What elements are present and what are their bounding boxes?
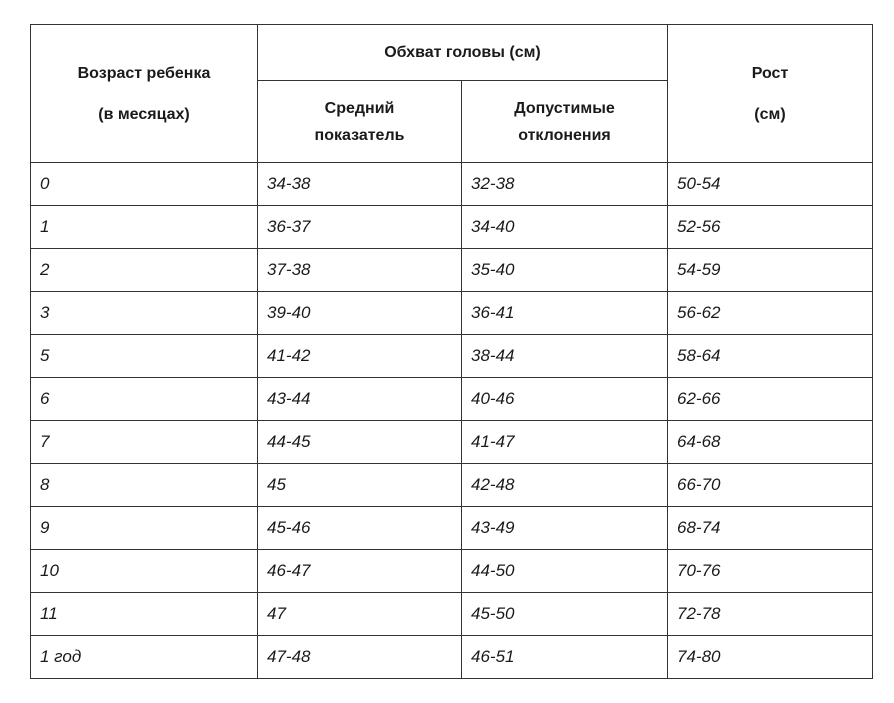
table-row	[31, 421, 873, 464]
table-row	[31, 206, 873, 249]
cell-height: 50-54	[668, 163, 873, 206]
cell-head-avg: 44-45	[258, 421, 462, 464]
cell-age: 1	[31, 206, 258, 249]
cell-height: 64-68	[668, 421, 873, 464]
cell-head-avg: 34-38	[258, 163, 462, 206]
cell-height: 74-80	[668, 636, 873, 679]
table-row	[31, 464, 873, 507]
cell-age: 9	[31, 507, 258, 550]
table-row	[31, 292, 873, 335]
header-age-line2: (в месяцах)	[98, 105, 190, 123]
header-head-avg	[258, 81, 462, 163]
cell-age: 5	[31, 335, 258, 378]
cell-head-avg: 39-40	[258, 292, 462, 335]
cell-head-dev: 44-50	[462, 550, 668, 593]
header-height	[668, 25, 873, 163]
table-header	[31, 25, 873, 163]
cell-head-avg: 46-47	[258, 550, 462, 593]
cell-head-avg: 43-44	[258, 378, 462, 421]
cell-height: 56-62	[668, 292, 873, 335]
cell-head-dev: 46-51	[462, 636, 668, 679]
cell-age: 7	[31, 421, 258, 464]
table-row	[31, 163, 873, 206]
cell-height: 54-59	[668, 249, 873, 292]
header-head-dev-line1: Допустимые	[514, 99, 615, 117]
cell-age: 3	[31, 292, 258, 335]
cell-height: 68-74	[668, 507, 873, 550]
cell-age: 6	[31, 378, 258, 421]
table-row	[31, 636, 873, 679]
cell-head-dev: 40-46	[462, 378, 668, 421]
header-head-avg-line2: показатель	[314, 126, 405, 144]
cell-head-avg: 45-46	[258, 507, 462, 550]
cell-age: 2	[31, 249, 258, 292]
cell-height: 62-66	[668, 378, 873, 421]
table-row	[31, 507, 873, 550]
table-row	[31, 249, 873, 292]
header-age-line1: Возраст ребенка	[77, 64, 211, 82]
cell-age: 10	[31, 550, 258, 593]
header-head-avg-line1: Средний	[324, 99, 395, 117]
table-body	[31, 163, 873, 679]
cell-head-dev: 32-38	[462, 163, 668, 206]
cell-age: 11	[31, 593, 258, 636]
table-row	[31, 378, 873, 421]
cell-height: 58-64	[668, 335, 873, 378]
cell-head-dev: 35-40	[462, 249, 668, 292]
table-row	[31, 593, 873, 636]
cell-height: 52-56	[668, 206, 873, 249]
header-head-dev-line2: отклонения	[518, 126, 611, 144]
cell-head-avg: 45	[258, 464, 462, 507]
table-row	[31, 335, 873, 378]
cell-head-avg: 41-42	[258, 335, 462, 378]
header-head-dev	[462, 81, 668, 163]
cell-head-dev: 34-40	[462, 206, 668, 249]
cell-head-dev: 41-47	[462, 421, 668, 464]
cell-head-avg: 37-38	[258, 249, 462, 292]
growth-table	[30, 24, 873, 679]
cell-age: 1 год	[31, 636, 258, 679]
cell-height: 66-70	[668, 464, 873, 507]
cell-head-avg: 47-48	[258, 636, 462, 679]
header-head-group: Обхват головы (см)	[258, 25, 668, 81]
cell-age: 8	[31, 464, 258, 507]
table-row	[31, 550, 873, 593]
header-height-line1: Рост	[751, 64, 789, 82]
cell-head-dev: 45-50	[462, 593, 668, 636]
cell-height: 72-78	[668, 593, 873, 636]
cell-head-dev: 42-48	[462, 464, 668, 507]
header-age	[31, 25, 258, 163]
cell-head-avg: 36-37	[258, 206, 462, 249]
cell-head-dev: 38-44	[462, 335, 668, 378]
cell-head-dev: 36-41	[462, 292, 668, 335]
cell-head-avg: 47	[258, 593, 462, 636]
cell-age: 0	[31, 163, 258, 206]
header-height-line2: (см)	[754, 105, 786, 123]
cell-height: 70-76	[668, 550, 873, 593]
cell-head-dev: 43-49	[462, 507, 668, 550]
